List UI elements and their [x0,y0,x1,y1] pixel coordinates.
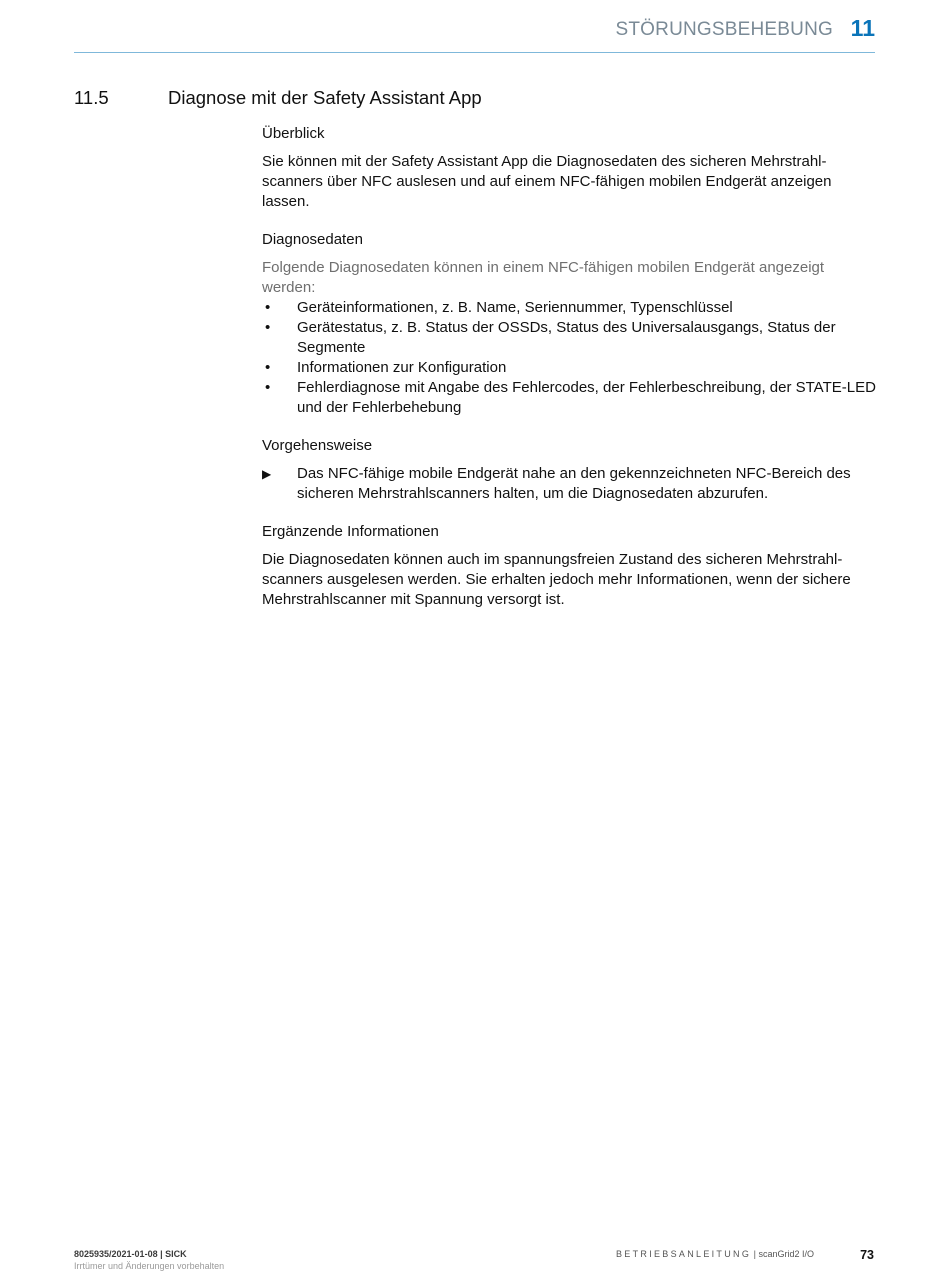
procedure-heading: Vorgehensweise [262,437,373,454]
footer-doc-type: BETRIEBSANLEITUNG [616,1249,752,1259]
bullet-icon: • [265,359,271,376]
section-number: 11.5 [74,87,109,108]
procedure-step [262,464,876,504]
list-item-text: Informationen zur Konfiguration [297,359,507,376]
page-number: 73 [860,1248,874,1262]
additional-text: Die Diagnosedaten können auch im spannungsfreien Zustand des sicheren Mehrstrahlscanners ausgelesen werden. Sie erhalten jedoch mehr Informationen, wenn der sichere Mehrstrahlscanner mit Spannung versorgt ist. [262,551,851,608]
chapter-title: STÖRUNGSBEHEBUNG [615,19,833,40]
bullet-icon: • [265,319,271,336]
footer-product: | scanGrid2 I/O [753,1249,814,1259]
page-header [74,14,875,53]
footer-right [616,1249,814,1259]
bullet-icon: • [265,379,271,396]
list-item [262,318,876,358]
list-item [262,298,876,318]
footer-doc-id: 8025935/2021-01-08 | SICK [74,1249,187,1259]
list-item-text: Geräteinformationen, z. B. Name, Seriennummer, Typenschlüssel [297,299,733,316]
section-content [262,124,876,628]
procedure-step-text: Das NFC-fähige mobile Endgerät nahe an den gekennzeichneten NFC-Bereich des sicheren Mehrstrahlscanners halten, um die Diagnosedaten abzurufen. [297,465,851,502]
list-item [262,358,876,378]
list-item-text: Fehlerdiagnose mit Angabe des Fehlercodes, der Fehlerbeschreibung, der STATE-LED und der Fehlerbehebung [297,379,876,416]
diagnosedaten-intro: Folgende Diagnosedaten können in einem NFC-fähigen mobilen Endgerät angezeigt werden: [262,259,825,296]
bullet-icon: • [265,299,271,316]
arrow-right-icon: ▶ [262,467,272,481]
list-item-text: Gerätestatus, z. B. Status der OSSDs, Status des Universalausgangs, Status der Segmente [297,319,836,356]
footer-left [74,1248,224,1272]
chapter-number: 11 [850,15,875,41]
additional-heading: Ergänzende Informationen [262,523,439,540]
section-title: Diagnose mit der Safety Assistant App [168,87,482,108]
footer-note: Irrtümer und Änderungen vorbehalten [74,1261,225,1271]
diagnosedaten-heading: Diagnosedaten [262,231,363,248]
overview-text: Sie können mit der Safety Assistant App die Diagnosedaten des sicheren Mehrstrahlscanners über NFC auslesen und auf einem NFC-fähigen mobilen Endgerät anzeigen lassen. [262,153,832,210]
list-item [262,378,876,418]
overview-heading: Überblick [262,125,325,142]
diagnosedaten-list [262,298,876,418]
